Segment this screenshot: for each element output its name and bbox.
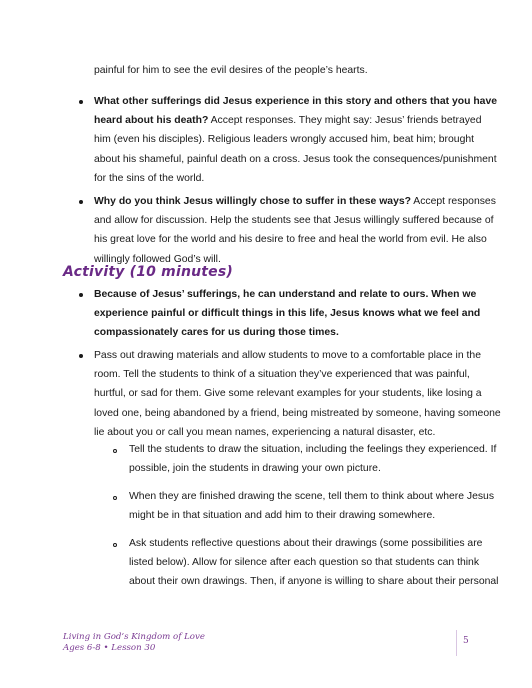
continuation-text: painful for him to see the evil desires of the people’s hearts.	[94, 65, 368, 76]
text-run: Tell the students to draw the situation, including the feelings they experienced. If	[129, 444, 497, 455]
text-line	[129, 459, 496, 478]
text-line	[94, 304, 480, 323]
continuation-paragraph	[94, 61, 368, 80]
text-line	[94, 92, 497, 111]
text-run: and allow for discussion. Help the students see that Jesus willingly suffered because of	[94, 215, 494, 227]
sub-bullet-marker	[113, 449, 117, 453]
activity-heading: Activity (10 minutes)	[63, 264, 234, 280]
bold-run: heard about his death?	[94, 115, 209, 127]
text-run: lie about you or call you mean names, experiencing a natural disaster, etc.	[94, 426, 436, 438]
bullet-marker	[79, 200, 83, 204]
text-run: Accept responses	[410, 196, 496, 207]
text-run: willingly followed God’s will.	[94, 253, 221, 265]
bold-run: Because of Jesus’ sufferings, he can understand and relate to ours. When we	[94, 289, 477, 300]
bullet-item-key-point	[94, 285, 480, 343]
text-line	[94, 365, 501, 384]
text-run: his great love for the world and his desire to free and heal the world from evil. He also	[94, 234, 487, 246]
footer-lesson-info: Ages 6-8 • Lesson 30	[63, 643, 156, 653]
bold-run: compassionately cares for us during those times.	[94, 327, 339, 339]
sub-item-draw-situation	[129, 440, 496, 478]
text-line	[94, 111, 497, 130]
text-run: loved one, being abandoned by a friend, being mistreated by someone, having someone	[94, 407, 501, 419]
text-line	[94, 130, 497, 149]
footer-title	[63, 632, 205, 654]
footer-divider	[456, 630, 457, 656]
bullet-marker	[79, 293, 83, 297]
text-line	[129, 506, 494, 525]
text-run: Pass out drawing materials and allow students to move to a comfortable place in the	[94, 350, 481, 361]
text-line	[94, 192, 496, 211]
text-line	[129, 534, 498, 553]
text-line	[129, 553, 498, 572]
page-number: 5	[463, 636, 469, 646]
text-line	[94, 169, 497, 188]
text-run: him (even his disciples). Religious leaders wrongly accused him, beat him; brought	[94, 134, 475, 146]
text-run: listed below). Allow for silence after each question so that students can think	[129, 557, 480, 569]
text-line	[94, 384, 501, 403]
bold-run: Why do you think Jesus willingly chose to suffer in these ways?	[94, 196, 411, 207]
text-run: possible, join the students in drawing your own picture.	[129, 463, 381, 475]
sub-bullet-marker	[113, 496, 117, 500]
bullet-item-sufferings	[94, 92, 497, 188]
text-run: about their own drawings. Then, if anyone is willing to share about their personal	[129, 576, 499, 588]
bullet-marker	[79, 100, 83, 104]
bullet-item-why-suffer	[94, 192, 496, 269]
text-run: for the sins of the world.	[94, 172, 205, 184]
text-line	[94, 323, 480, 342]
text-line	[94, 285, 480, 304]
text-run: room. Tell the students to think of a situation they’ve experienced that was painful,	[94, 369, 470, 381]
bold-run: What other sufferings did Jesus experience in this story and others that you have	[94, 96, 498, 107]
text-run: Ask students reflective questions about their drawings (some possibilities are	[129, 538, 483, 549]
text-line	[129, 572, 498, 591]
text-run: about his shameful, painful death on a cross. Jesus took the consequences/punishment	[94, 153, 497, 165]
footer-course-title: Living in God’s Kingdom of Love	[63, 632, 205, 642]
bold-run: experience painful or difficult things in this life, Jesus knows what we feel and	[94, 308, 481, 320]
sub-bullet-marker	[113, 543, 117, 547]
text-run: When they are finished drawing the scene, tell them to think about where Jesus	[129, 491, 495, 502]
bullet-item-drawing-materials	[94, 346, 501, 442]
text-line	[94, 346, 501, 365]
text-line	[94, 211, 496, 230]
text-line	[94, 230, 496, 249]
text-line	[94, 150, 497, 169]
sub-item-reflective-questions	[129, 534, 498, 592]
text-run: hurtful, or sad for them. Give some relevant examples for your students, like losing a	[94, 388, 482, 400]
text-line	[129, 440, 496, 459]
sub-item-add-jesus	[129, 487, 494, 525]
text-line	[94, 404, 501, 423]
bullet-marker	[79, 354, 83, 358]
text-run: Accept responses. They might say: Jesus’ friends betrayed	[208, 115, 482, 127]
text-line	[129, 487, 494, 506]
text-run: might be in that situation and add him to their drawing somewhere.	[129, 510, 436, 522]
